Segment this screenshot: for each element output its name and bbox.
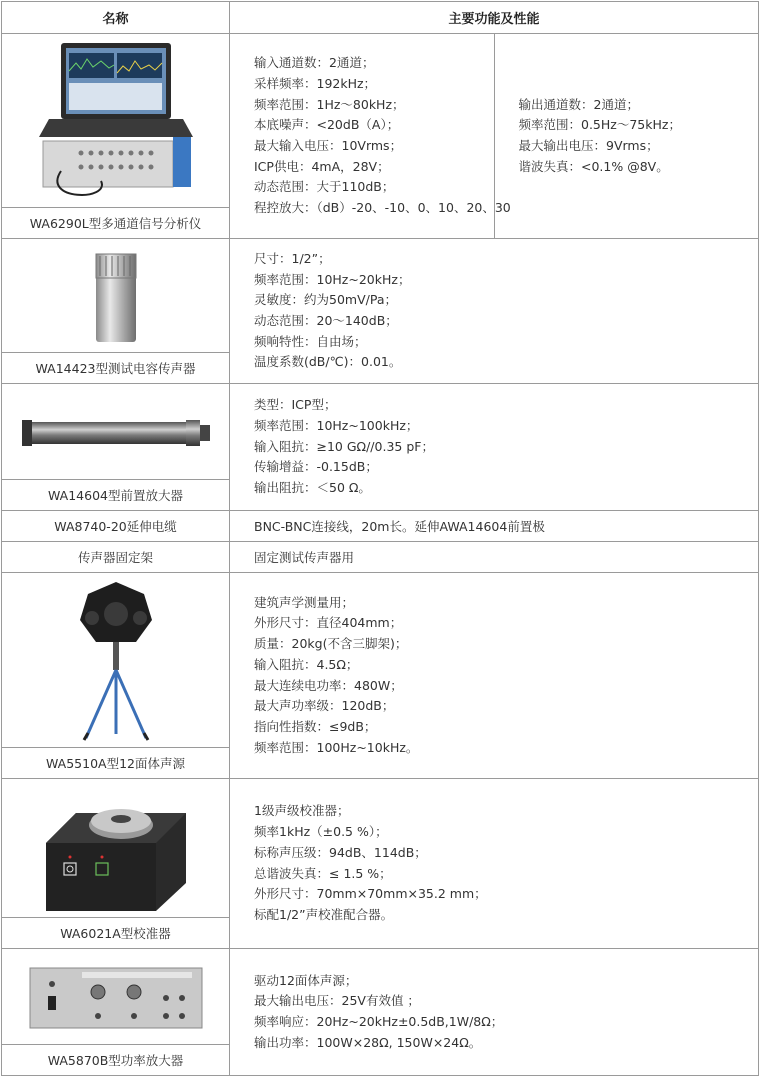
product-row (2, 573, 759, 748)
product-row (2, 542, 759, 573)
signal-analyzer-image (31, 41, 201, 201)
spec-line: 建筑声学测量用； (254, 594, 355, 610)
spec-line: 输出阻抗：＜50 Ω。 (254, 480, 371, 496)
spec-line: 采样频率：192kHz； (254, 75, 377, 91)
dodecahedron-source-image (66, 578, 166, 743)
spec-line: 温度系数(dB/℃)：0.01。 (254, 354, 402, 370)
product-table (1, 1, 759, 1076)
spec-line: 频响特性：自由场； (254, 333, 367, 349)
spec-line: 最大输出电压：9Vrms； (518, 138, 659, 153)
calibrator-image (36, 783, 196, 913)
product-row (2, 949, 759, 1045)
spec-line: 标称声压级：94dB、114dB； (254, 844, 427, 860)
product-name: WA5870B型功率放大器 (2, 1045, 230, 1076)
product-row (2, 34, 759, 208)
spec-cell (230, 239, 759, 384)
spec-line: BNC-BNC连接线，20m长。延伸AWA14604前置极 (230, 511, 759, 542)
product-row (2, 511, 759, 542)
preamplifier-image (16, 402, 216, 462)
spec-line: 动态范围：大于110dB； (254, 179, 395, 195)
power-amplifier-image (26, 962, 206, 1032)
product-name: 传声器固定架 (2, 542, 230, 573)
spec-line: 频率响应：20Hz~20kHz±0.5dB,1W/8Ω； (254, 1014, 504, 1029)
spec-line: 本底噪声：<20dB（A）； (254, 117, 400, 133)
spec-line: 尺寸：1/2”； (254, 250, 331, 266)
product-image-cell (2, 34, 230, 208)
spec-line: 输入阻抗：4.5Ω； (254, 656, 359, 672)
spec-line: 频率范围：1Hz～80kHz； (254, 96, 405, 112)
spec-line: 质量：20kg(不含三脚架)； (254, 636, 408, 652)
spec-line: 传输增益：-0.15dB； (254, 459, 378, 475)
product-row (2, 384, 759, 480)
spec-cell (230, 384, 759, 511)
spec-cell-output (494, 34, 759, 239)
spec-line: 类型：ICP型； (254, 397, 337, 413)
spec-line: ICP供电：4mA，28V； (254, 158, 390, 174)
spec-cell (230, 779, 759, 949)
spec-line: 外形尺寸：70mm×70mm×35.2 mm； (254, 886, 487, 902)
spec-line: 驱动12面体声源； (254, 972, 358, 988)
spec-line: 输入阻抗：≥10 GΩ//0.35 pF； (254, 438, 434, 454)
header-row (2, 2, 759, 34)
product-name: WA6290L型多通道信号分析仪 (2, 208, 230, 239)
spec-cell (230, 573, 759, 779)
product-name: WA14423型测试电容传声器 (2, 353, 230, 384)
spec-line: 指向性指数：≤9dB； (254, 718, 377, 734)
spec-cell (230, 949, 759, 1076)
spec-line: 频率范围：10Hz~20kHz； (254, 271, 411, 287)
product-name: WA6021A型校准器 (2, 918, 230, 949)
spec-line: 频率1kHz（±0.5 %）； (254, 824, 388, 840)
spec-cell (230, 34, 511, 239)
product-image-cell (2, 239, 230, 353)
spec-line: 频率范围：0.5Hz～75kHz； (518, 117, 681, 133)
spec-line: 谐波失真：<0.1% @8V。 (518, 158, 669, 174)
product-name: WA8740-20延伸电缆 (2, 511, 230, 542)
product-row (2, 779, 759, 918)
spec-line: 频率范围：100Hz~10kHz。 (254, 739, 419, 755)
spec-line: 输入通道数：2通道； (254, 55, 375, 71)
spec-line: 最大输入电压：10Vrms； (254, 138, 403, 153)
header-features: 主要功能及性能 (230, 2, 759, 34)
spec-line: 固定测试传声器用 (230, 542, 759, 573)
microphone-image (86, 246, 146, 346)
product-name: WA14604型前置放大器 (2, 480, 230, 511)
product-image-cell (2, 949, 230, 1045)
product-name: WA5510A型12面体声源 (2, 748, 230, 779)
spec-line: 频率范围：10Hz~100kHz； (254, 417, 419, 433)
spec-line: 输出功率：100W×28Ω, 150W×24Ω。 (254, 1034, 482, 1050)
spec-line: 最大声功率级：120dB； (254, 698, 395, 714)
spec-line: 外形尺寸：直径404mm； (254, 615, 403, 631)
product-row (2, 239, 759, 353)
header-name: 名称 (2, 2, 230, 34)
spec-line: 灵敏度：约为50mV/Pa； (254, 292, 397, 308)
spec-line: 输出通道数：2通道； (518, 96, 639, 112)
product-image-cell (2, 779, 230, 918)
spec-line: 动态范围：20～140dB； (254, 313, 398, 328)
spec-line: 最大连续电功率：480W； (254, 677, 403, 693)
spec-line: 最大输出电压：25V有效值 ； (254, 993, 420, 1009)
product-image-cell (2, 573, 230, 748)
spec-line: 程控放大：（dB）-20、-10、0、10、20、30 (254, 200, 511, 216)
spec-line: 1级声级校准器； (254, 803, 350, 819)
spec-line: 标配1/2”声校准配合器。 (254, 906, 394, 922)
spec-line: 总谐波失真：≤ 1.5 %； (254, 865, 392, 881)
product-image-cell (2, 384, 230, 480)
